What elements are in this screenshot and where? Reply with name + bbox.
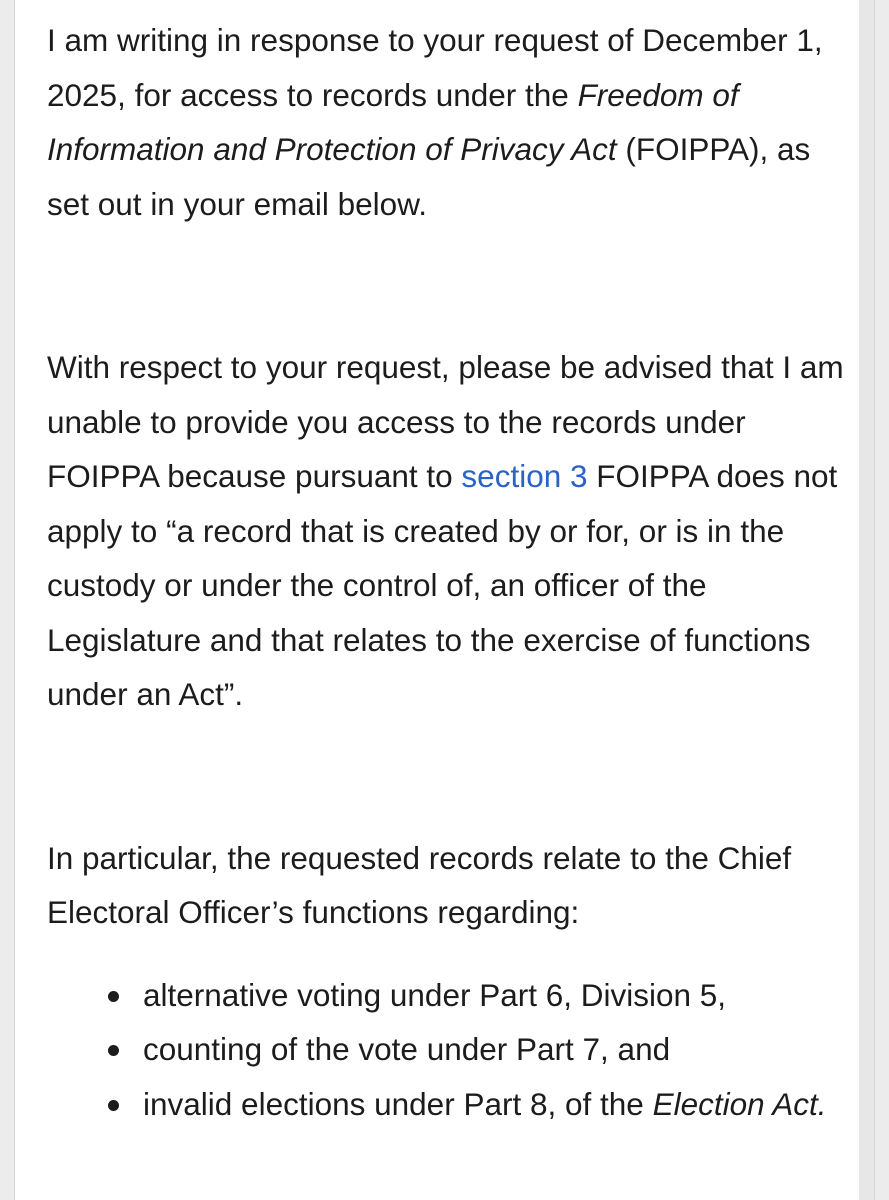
paragraph-functions-intro: In particular, the requested records relate to the Chief Electoral Officer’s functions regarding: xyxy=(47,839,792,930)
paragraph-spacer xyxy=(47,231,847,340)
list-item xyxy=(47,1077,847,1132)
scrollbar-gutter xyxy=(859,0,874,1200)
paragraph-spacer xyxy=(47,722,847,831)
list-spacer xyxy=(47,940,847,968)
election-act-title: Election Act. xyxy=(652,1085,827,1122)
section-3-link[interactable]: section 3 xyxy=(461,458,588,494)
bullet-icon xyxy=(108,1045,119,1056)
letter-content xyxy=(47,13,847,1131)
list-item xyxy=(47,1022,847,1077)
list-item xyxy=(47,968,847,1023)
paragraph2-tail-text: FOIPPA does not apply to “a record that is created by or for, or is in the custody or under the control of, an officer of the Legislature and that relates to the exercise of functions under an Act”. xyxy=(47,458,838,712)
functions-list xyxy=(47,968,847,1132)
paragraph1-lead-text: I am writing in response to your request of December 1, 2025, for access to records under the xyxy=(47,22,823,113)
paragraph1-tail-text: (FOIPPA), as set out in your email below. xyxy=(47,131,811,222)
email-body-page xyxy=(14,0,875,1200)
act-title: Freedom of Information and Protection of Privacy Act xyxy=(47,76,739,167)
list-item-text: alternative voting under Part 6, Division 5, xyxy=(143,976,727,1013)
list-item-text: invalid elections under Part 8, of the xyxy=(143,1085,653,1122)
paragraph-denial-reason xyxy=(47,340,847,722)
bullet-icon xyxy=(108,991,119,1002)
bullet-icon xyxy=(108,1100,119,1111)
paragraph-request-acknowledgement xyxy=(47,13,847,231)
paragraph2-lead-text: With respect to your request, please be advised that I am unable to provide you access to the records under FOIPPA because pursuant to xyxy=(47,349,844,494)
list-item-text: counting of the vote under Part 7, and xyxy=(143,1031,671,1067)
